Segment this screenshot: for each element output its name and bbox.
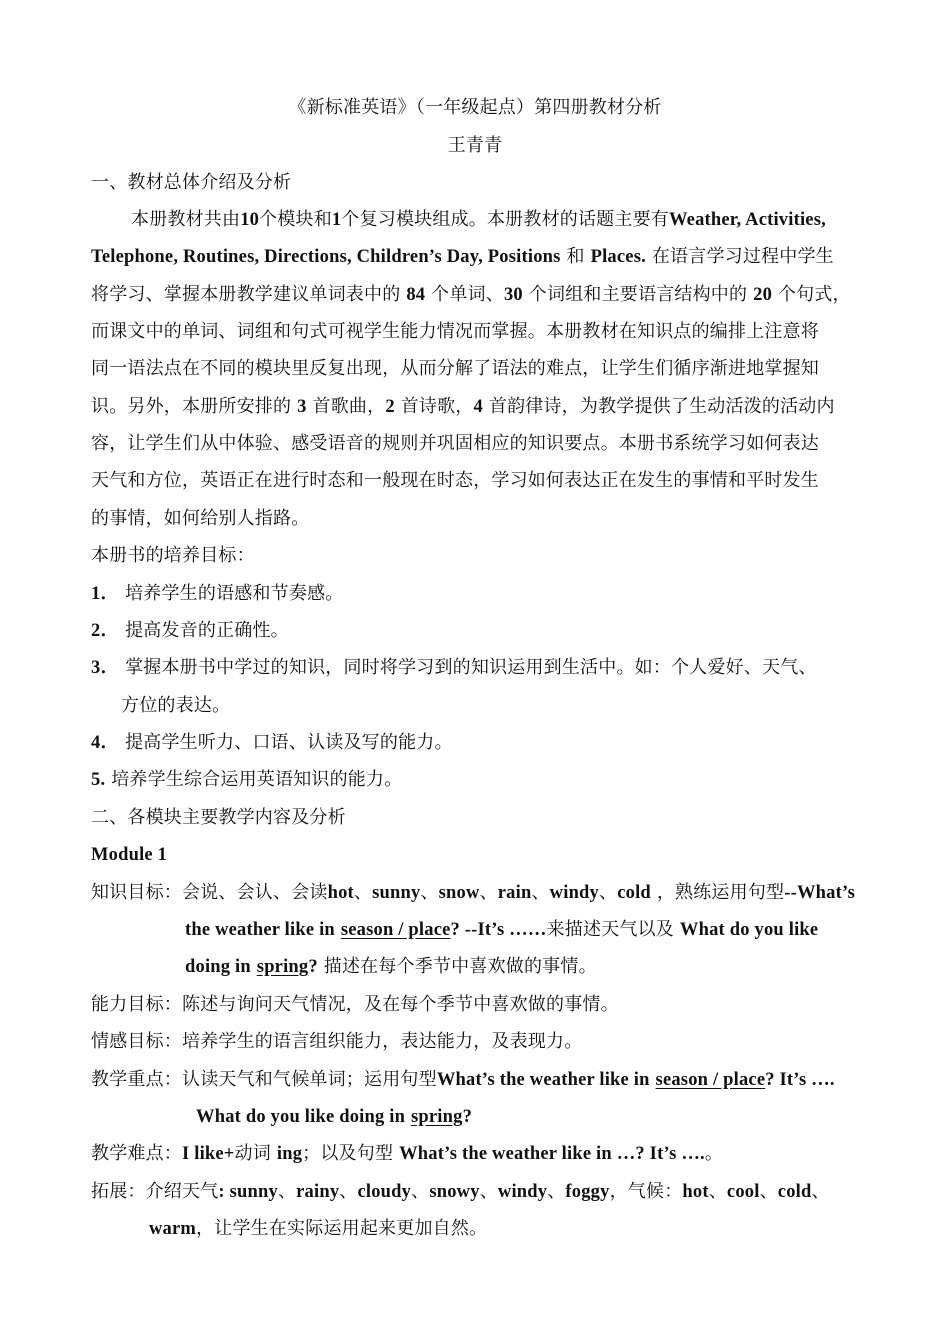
extension: 拓展：介绍天气: sunny、rainy、cloudy、snowy、windy、foggy，气候：hot、cool、cold、 (91, 1181, 830, 1202)
intro-paragraph-line: 将学习、掌握本册教学建议单词表中的 84 个单词、30 个词组和主要语言结构中的 20 个句式， (91, 284, 851, 305)
extension-continuation: warm，让学生在实际运用起来更加自然。 (149, 1218, 488, 1239)
teaching-key-points: 教学重点：认读天气和气候单词；运用句型What’s the weather like in season / place? It’s …. (91, 1069, 835, 1090)
intro-paragraph-line: 容，让学生们从中体验、感受语音的规则并巩固相应的知识要点。本册书系统学习如何表达 (91, 433, 819, 454)
intro-paragraph-line: 的事情，如何给别人指路。 (91, 508, 310, 529)
teaching-difficulty: 教学难点：I like+动词 ing；以及句型 What’s the weather like in …? It’s ….。 (91, 1143, 724, 1164)
module-title: Module 1 (91, 845, 168, 865)
goal-item: 2． 提高发音的正确性。 (91, 620, 289, 641)
goal-item: 4． 提高学生听力、口语、认读及写的能力。 (91, 732, 453, 753)
ability-goal: 能力目标：陈述与询问天气情况，及在每个季节中喜欢做的事情。 (91, 994, 619, 1015)
intro-paragraph-line: 本册教材共由10个模块和1个复习模块组成。本册教材的话题主要有Weather, Activities, (131, 209, 826, 230)
document-title: 《新标准英语》（一年级起点）第四册教材分析 (288, 97, 662, 118)
intro-paragraph-line: 天气和方位，英语正在进行时态和一般现在时态，学习如何表达正在发生的事情和平时发生 (91, 470, 819, 491)
intro-paragraph-line: 同一语法点在不同的模块里反复出现，从而分解了语法的难点，让学生们循序渐进地掌握知 (91, 358, 819, 379)
section-heading-2: 二、各模块主要教学内容及分析 (91, 807, 346, 828)
emotion-goal: 情感目标：培养学生的语言组织能力，表达能力，及表现力。 (91, 1031, 583, 1052)
author-name: 王青青 (447, 135, 503, 156)
knowledge-goal-continuation: the weather like in season / place? --It’s ……来描述天气以及 What do you like (185, 919, 819, 940)
goals-heading: 本册书的培养目标： (91, 545, 255, 566)
section-heading-1: 一、教材总体介绍及分析 (91, 172, 292, 193)
knowledge-goal: 知识目标：会说、会认、会读hot、sunny、snow、rain、windy、cold ，熟练运用句型--What’s (91, 882, 856, 903)
goal-item: 5. 培养学生综合运用英语知识的能力。 (91, 769, 403, 790)
knowledge-goal-continuation: doing in spring? 描述在每个季节中喜欢做的事情。 (185, 956, 597, 977)
teaching-key-points-continuation: What do you like doing in spring? (196, 1107, 473, 1127)
intro-paragraph-line: 而课文中的单词、词组和句式可视学生能力情况而掌握。本册教材在知识点的编排上注意将 (91, 321, 819, 342)
goal-item: 3． 掌握本册书中学过的知识，同时将学习到的知识运用到生活中。如：个人爱好、天气、 (91, 657, 817, 678)
intro-paragraph-line: 识。另外，本册所安排的 3 首歌曲，2 首诗歌，4 首韵律诗，为教学提供了生动活泼的活动内 (91, 396, 835, 417)
goal-item: 1． 培养学生的语感和节奏感。 (91, 583, 344, 604)
goal-item-continuation: 方位的表达。 (121, 695, 231, 716)
intro-paragraph-line: Telephone, Routines, Directions, Children’s Day, Positions 和 Places. 在语言学习过程中学生 (91, 246, 834, 267)
